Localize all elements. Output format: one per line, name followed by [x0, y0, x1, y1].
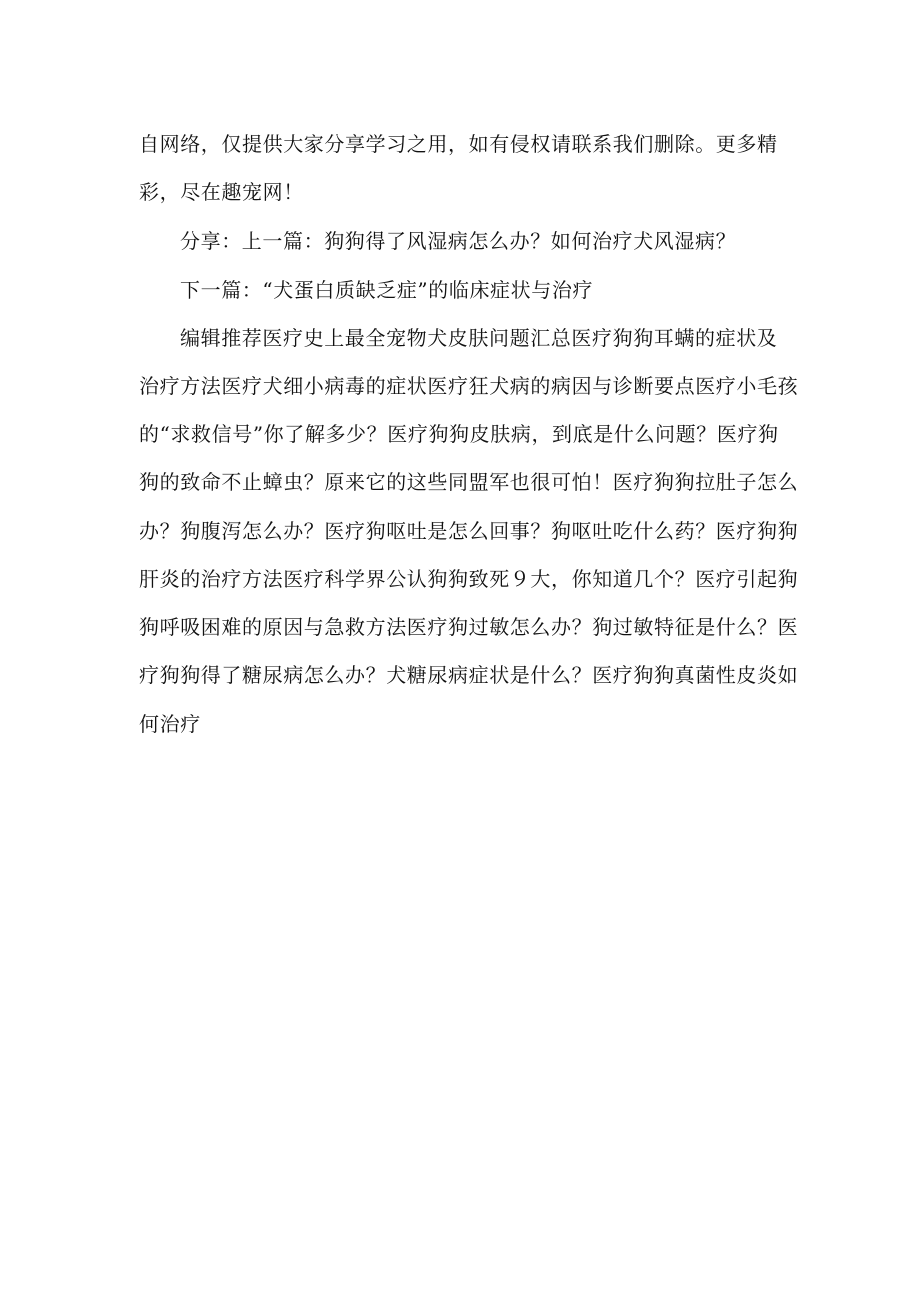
editor-recommend-line: 疗狗狗得了糖尿病怎么办？犬糖尿病症状是什么？医疗狗狗真菌性皮炎如 — [139, 663, 799, 687]
editor-recommend-line: 治疗方法医疗犬细小病毒的症状医疗狂犬病的病因与诊断要点医疗小毛孩 — [139, 374, 799, 398]
editor-recommend-line: 办？狗腹泻怎么办？医疗狗呕吐是怎么回事？狗呕吐吃什么药？医疗狗狗 — [139, 519, 799, 543]
editor-recommend-line: 的“求救信号”你了解多少？医疗狗狗皮肤病，到底是什么问题？医疗狗 — [139, 422, 779, 446]
editor-recommend-line: 狗呼吸困难的原因与急救方法医疗狗过敏怎么办？狗过敏特征是什么？医 — [139, 615, 799, 639]
share-previous-link[interactable]: 分享：上一篇：狗狗得了风湿病怎么办？如何治疗犬风湿病？ — [180, 229, 737, 253]
editor-recommend-line: 狗的致命不止蟑虫？原来它的这些同盟军也很可怕！医疗狗狗拉肚子怎么 — [139, 470, 799, 494]
paragraph-line: 彩，尽在趣宠网！ — [139, 180, 304, 204]
next-article-link[interactable]: 下一篇：“犬蛋白质缺乏症”的临床症状与治疗 — [180, 278, 594, 302]
editor-recommend-line: 编辑推荐医疗史上最全宠物犬皮肤问题汇总医疗狗狗耳螨的症状及 — [180, 326, 778, 350]
paragraph-line: 自网络，仅提供大家分享学习之用，如有侵权请联系我们删除。更多精 — [139, 132, 778, 156]
editor-recommend-line: 何治疗 — [139, 712, 201, 736]
editor-recommend-line: 肝炎的治疗方法医疗科学界公认狗狗致死９大，你知道几个？医疗引起狗 — [139, 567, 799, 591]
